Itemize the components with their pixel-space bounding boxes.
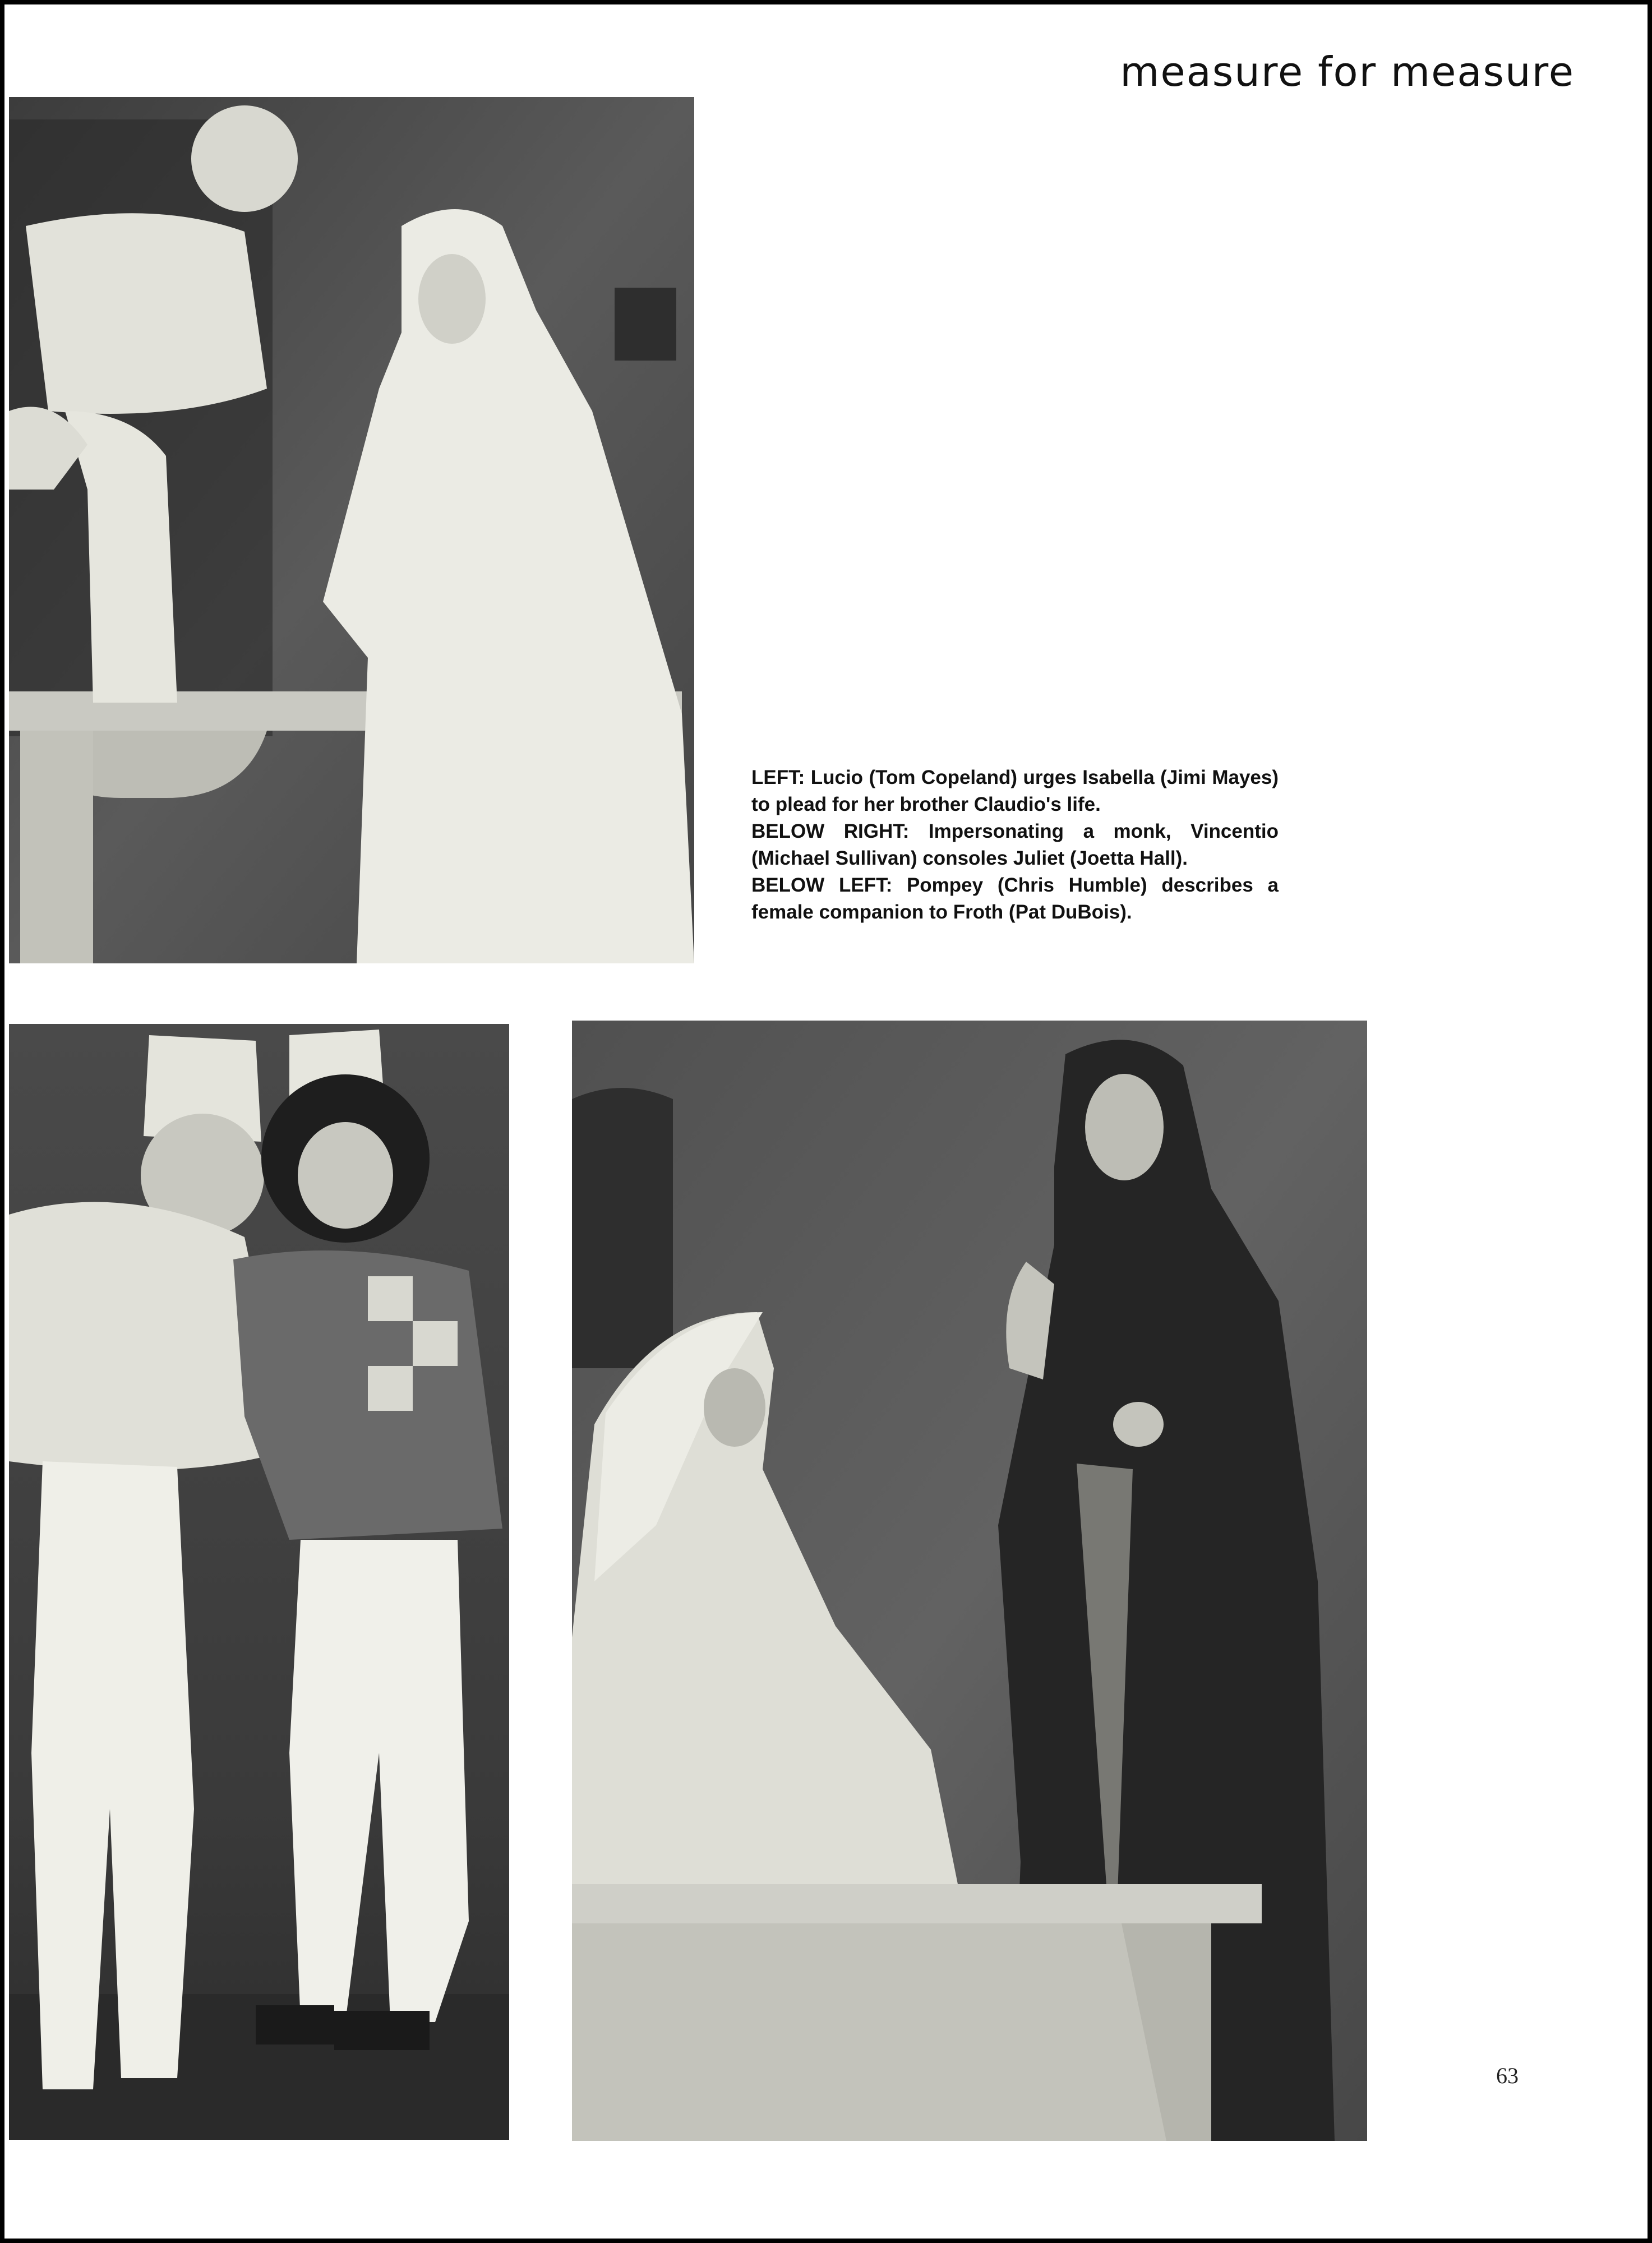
photo-vincentio-juliet bbox=[572, 1021, 1367, 2141]
photo-lucio-isabella bbox=[9, 97, 694, 963]
photo-lucio-isabella-image bbox=[9, 97, 694, 963]
photo-pompey-froth-image bbox=[9, 1024, 509, 2140]
caption-below-left: BELOW LEFT: Pompey (Chris Humble) describes a female companion to Froth (Pat DuBois). bbox=[751, 874, 1279, 923]
photo-pompey-froth bbox=[9, 1024, 509, 2140]
page-number: 63 bbox=[1496, 2063, 1519, 2088]
yearbook-page bbox=[4, 4, 1648, 2239]
caption-below-right: BELOW RIGHT: Impersonating a monk, Vincentio (Michael Sullivan) consoles Juliet (Joetta Hall). bbox=[751, 820, 1279, 869]
caption-left: LEFT: Lucio (Tom Copeland) urges Isabella (Jimi Mayes) to plead for her brother Claudio's life. bbox=[751, 767, 1279, 815]
page-title: measure for measure bbox=[1120, 48, 1575, 95]
photo-captions bbox=[751, 764, 1279, 926]
photo-vincentio-juliet-image bbox=[572, 1021, 1367, 2141]
